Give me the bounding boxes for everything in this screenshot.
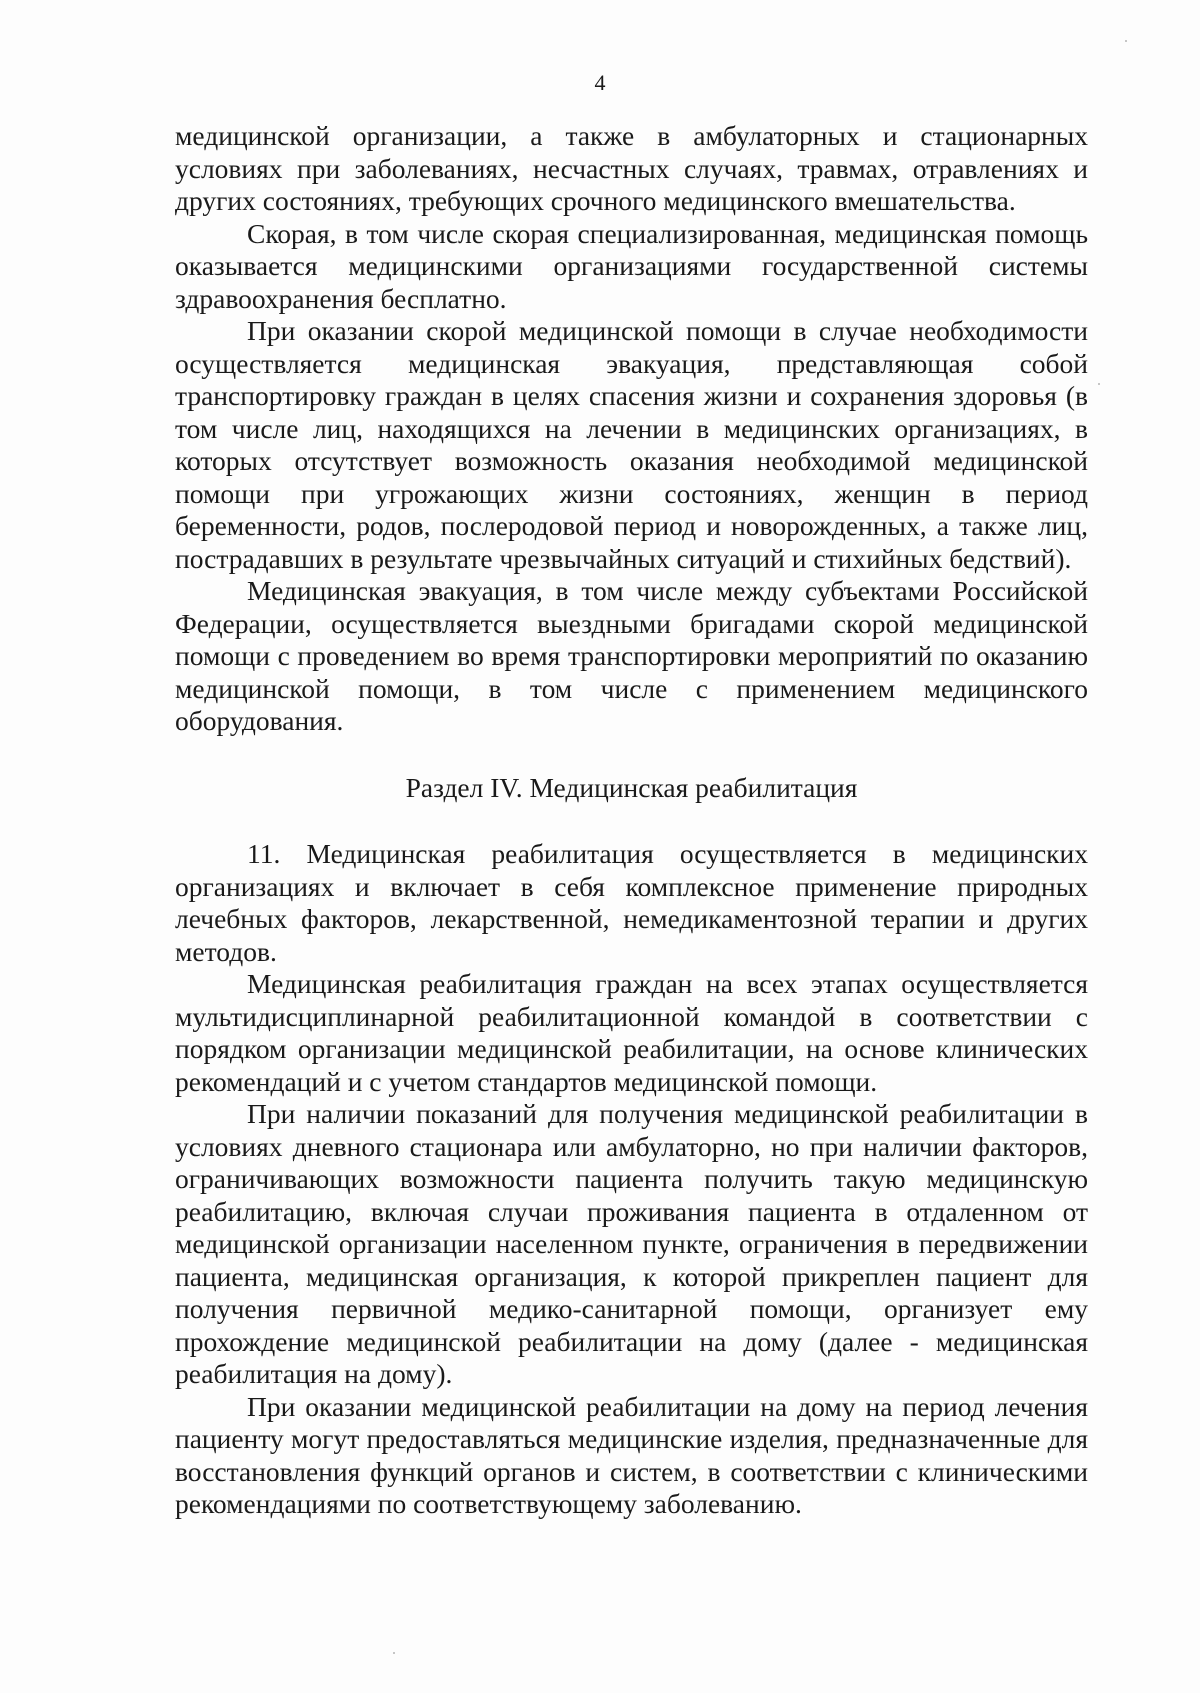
paragraph-medical-devices: При оказании медицинской реабилитации на дому на период лечения пациенту могут предоставляться медицинские изделия, предназначенные для восстановления функций органов и систем, в соответствии с клиническими рекомендациями по соответствующему заболеванию.: [175, 1390, 1088, 1519]
paragraph-continuation: медицинской организации, а также в амбулаторных и стационарных условиях при заболеваниях, несчастных случаях, травмах, отравлениях и других состояниях, требующих срочного медицинского вмешательства.: [175, 120, 1088, 216]
scan-speck: [393, 1652, 395, 1654]
page-number: 4: [594, 70, 606, 95]
paragraph-item-11: 11. Медицинская реабилитация осуществляется в медицинских организациях и включает в себя комплексное применение природных лечебных факторов, лекарственной, немедикаментозной терапии и других методов.: [175, 838, 1088, 967]
document-body: [175, 120, 1088, 1521]
scan-speck: [1125, 40, 1127, 42]
section-heading: Раздел IV. Медицинская реабилитация: [405, 771, 858, 803]
paragraph-medical-evacuation: При оказании скорой медицинской помощи в случае необходимости осуществляется медицинская эвакуация, представляющая собой транспортировку граждан в целях спасения жизни и сохранения здоровья (в том числе лиц, находящихся на лечении в медицинских организациях, в которых отсутствует возможность оказания необходимой медицинской помощи при угрожающих жизни состояниях, женщин в период беременности, родов, послеродовой период и новорожденных, а также лиц, пострадавших в результате чрезвычайных ситуаций и стихийных бедствий).: [175, 315, 1088, 574]
paragraph-emergency-care: Скорая, в том числе скорая специализированная, медицинская помощь оказывается медицинскими организациями государственной системы здравоохранения бесплатно.: [175, 217, 1088, 314]
paragraph-rehab-team: Медицинская реабилитация граждан на всех этапах осуществляется мультидисциплинарной реабилитационной командой в соответствии с порядком организации медицинской реабилитации, на основе клинических рекомендаций и с учетом стандартов медицинской помощи.: [175, 968, 1088, 1097]
paragraph-evacuation-brigades: Медицинская эвакуация, в том числе между субъектами Российской Федерации, осуществляется выездными бригадами скорой медицинской помощи с проведением во время транспортировки мероприятий по оказанию медицинской помощи, в том числе с применением медицинского оборудования.: [175, 575, 1088, 736]
scan-speck: [1098, 383, 1100, 385]
paragraph-home-rehab: При наличии показаний для получения медицинской реабилитации в условиях дневного стационара или амбулаторно, но при наличии факторов, ограничивающих возможности пациента получить такую медицинскую реабилитацию, включая случаи проживания пациента в отдаленном от медицинской организации населенном пункте, ограничения в передвижении пациента, медицинская организация, к которой прикреплен пациент для получения первичной медико-санитарной помощи, организует ему прохождение медицинской реабилитации на дому (далее - медицинская реабилитация на дому).: [175, 1098, 1088, 1389]
